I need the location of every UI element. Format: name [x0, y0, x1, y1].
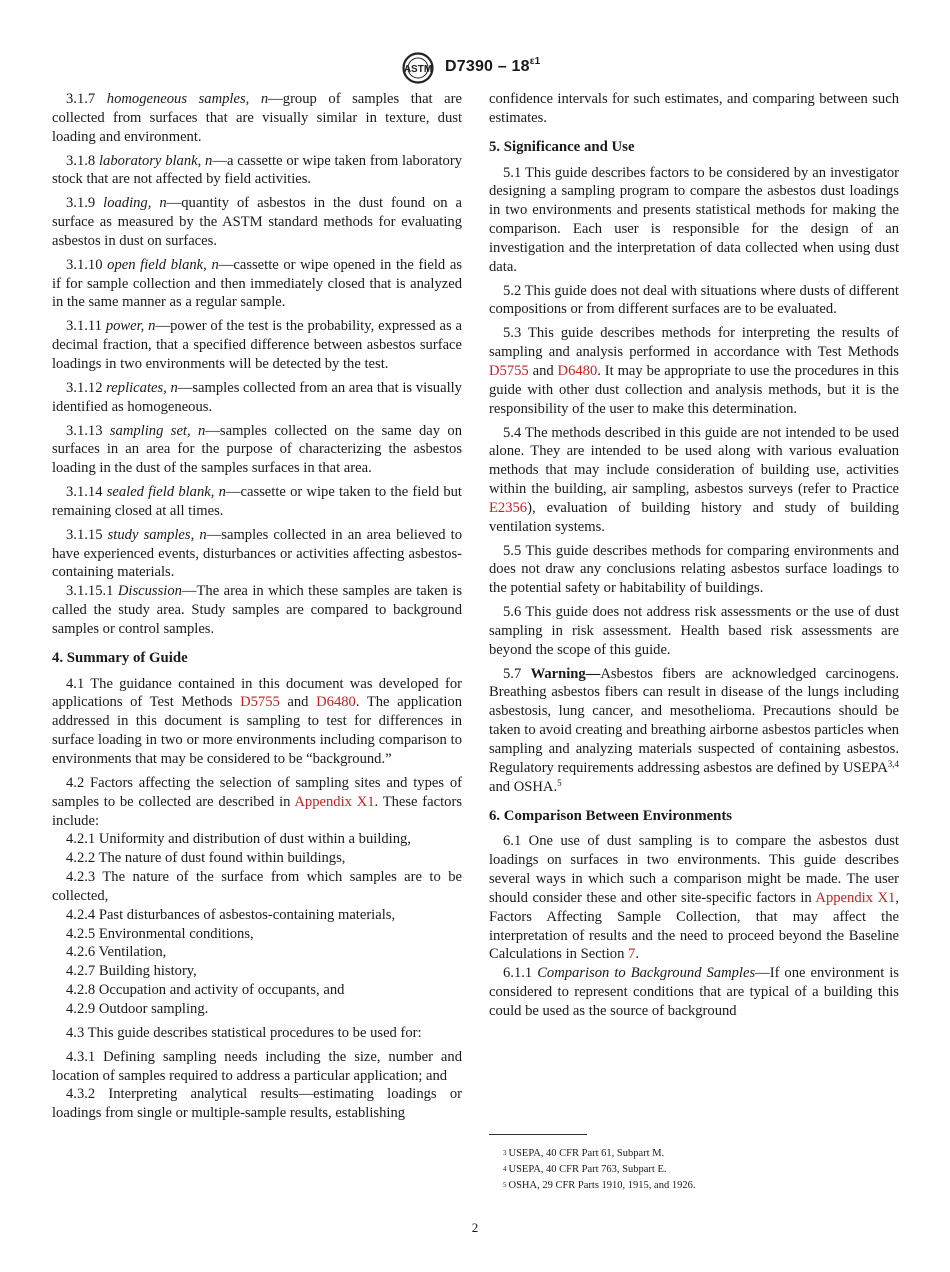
- logo-text: ASTM: [403, 64, 433, 75]
- definition-3-1-9: 3.1.9 loading, n—quantity of asbestos in the dust found on a surface as measured by the ASTM standard methods for evaluating asbestos in dust on surfaces.: [52, 195, 462, 249]
- definition-3-1-8: 3.1.8 laboratory blank, n—a cassette or wipe taken from laboratory stock that are not affected by field activities.: [52, 152, 462, 188]
- footnote-4: $^4$ USEPA, 40 CFR Part 763, Subpart E.: [503, 1164, 667, 1175]
- footnote-5: $^5$ OSHA, 29 CFR Parts 1910, 1915, and 1926.: [503, 1180, 696, 1191]
- list-item-4-2-8: 4.2.8 Occupation and activity of occupants, and: [66, 982, 345, 999]
- definition-3-1-7: 3.1.7 homogeneous samples, n—group of samples that are collected from surfaces that are visually similar in texture, dust loading and environment.: [52, 91, 463, 145]
- section-5-heading: 5. Significance and Use: [489, 138, 635, 155]
- list-item-4-2-2: 4.2.2 The nature of dust found within buildings,: [66, 850, 346, 867]
- footnote-divider: [489, 1134, 587, 1135]
- astm-logo: [399, 52, 437, 84]
- footnotes: [503, 1146, 903, 1194]
- definition-3-1-12: 3.1.12 replicates, n—samples collected from an area that is visually identified as homogeneous.: [52, 379, 462, 415]
- discussion-3-1-15-1: 3.1.15.1 Discussion—The area in which these samples are taken is called the study area. Study samples are compared to background samples or control samples.: [52, 583, 462, 637]
- list-item-4-2-4: 4.2.4 Past disturbances of asbestos-containing materials,: [66, 906, 396, 923]
- left-column: [52, 90, 462, 1128]
- link-appendix-x1[interactable]: Appendix X1: [815, 889, 896, 906]
- right-column: [489, 90, 899, 1026]
- link-d5755[interactable]: D5755: [489, 362, 529, 379]
- definition-3-1-10: 3.1.10 open field blank, n—cassette or wipe opened in the field as if for sample collection and then immediately closed that is analyzed in the same manner as a regular sample.: [52, 256, 463, 311]
- section-4-heading: 4. Summary of Guide: [52, 649, 188, 666]
- list-item-4-2-7: 4.2.7 Building history,: [66, 963, 197, 980]
- list-item-4-2-9: 4.2.9 Outdoor sampling.: [66, 1000, 209, 1017]
- footnote-ref-3-4: 3,4: [887, 758, 899, 769]
- link-e2356[interactable]: E2356: [489, 499, 528, 516]
- paragraph-4-1: 4.1 The guidance contained in this document was developed for applications of Test Methods D5755 and D6480. The application addressed in this document is sampling to test for differences in surface loading in two or more environments including comparison to environments that may be considered to be “background.”: [52, 675, 462, 767]
- paragraph-5-4: 5.4 The methods described in this guide are not intended to be used alone. They are intended to be used along with various evaluation methods that may include consideration of building use, activities within the building, air sampling, asbestos surveys (refer to Practice E2356), evaluation of building history and study of building ventilation systems.: [489, 424, 899, 535]
- footnote-3: $^3$ USEPA, 40 CFR Part 61, Subpart M.: [503, 1148, 665, 1159]
- link-appendix-x1[interactable]: Appendix X1: [294, 793, 375, 810]
- section-6-heading: 6. Comparison Between Environments: [489, 807, 733, 824]
- paragraph-4-2: 4.2 Factors affecting the selection of sampling sites and types of samples to be collected are described in Appendix X1. These factors include:: [52, 774, 462, 829]
- link-d6480[interactable]: D6480: [557, 362, 598, 379]
- page-number: 2: [471, 1220, 479, 1235]
- list-item-4-2-3: 4.2.3 The nature of the surface from which samples are to be collected,: [52, 869, 462, 904]
- definition-3-1-13: 3.1.13 sampling set, n—samples collected on the same day on surfaces in an area for the purpose of characterizing the asbestos loading in the dust of the samples surfaces in that area.: [52, 422, 462, 477]
- page-header: [0, 52, 950, 86]
- paragraph-5-1: 5.1 This guide describes factors to be considered by an investigator designing a sampling program to compare the asbestos dust loadings in two environments and presents statistical methods for making the comparison. Each user is responsible for the design of an investigation and the interpretation of data collected when using dust data.: [489, 164, 899, 275]
- link-d6480[interactable]: D6480: [316, 694, 356, 711]
- list-item-4-2-6: 4.2.6 Ventilation,: [66, 944, 167, 961]
- definition-3-1-15: 3.1.15 study samples, n—samples collected in an area believed to have experienced events, disturbances or activities affecting asbestos-containing materials.: [52, 526, 462, 581]
- list-item-4-2-1: 4.2.1 Uniformity and distribution of dust within a building,: [66, 831, 411, 848]
- paragraph-5-3: 5.3 This guide describes methods for interpreting the results of sampling and analysis performed in accordance with Test Methods D5755 and D6480. It may be appropriate to use the procedures in this guide with other dust collection and analysis methods, but it is the responsibility of the user to make this determination.: [489, 325, 899, 417]
- definition-3-1-11: 3.1.11 power, n—power of the test is the probability, expressed as a decimal fraction, that a specified difference between asbestos surface loadings in two environments will be detected by the test.: [52, 318, 462, 372]
- document-number: $D7390 - 18^{\varepsilon 1}$: [445, 56, 541, 75]
- paragraph-5-6: 5.6 This guide does not address risk assessments or the use of dust sampling in risk assessment. Health based risk assessments are beyond the scope of this guide.: [489, 604, 899, 658]
- paragraph-4-3-2: 4.3.2 Interpreting analytical results—estimating loadings or loadings from single or multiple-sample results, establishing: [52, 1086, 462, 1122]
- link-section-7[interactable]: 7: [628, 946, 636, 963]
- paragraph-4-3-1: 4.3.1 Defining sampling needs including the size, number and location of samples required to address a particular application; and: [52, 1048, 462, 1084]
- footnote-ref-5: 5: [557, 777, 562, 788]
- paragraph-5-2: 5.2 This guide does not deal with situations where dusts of different compositions or from different surfaces are to be evaluated.: [489, 282, 899, 318]
- paragraph-5-5: 5.5 This guide describes methods for comparing environments and does not draw any conclusions relating asbestos surface loadings to the potential safety or habitability of buildings.: [489, 542, 899, 597]
- continuation-text: confidence intervals for such estimates, and comparing between such estimates.: [489, 91, 899, 126]
- paragraph-6-1-1: 6.1.1 Comparison to Background Samples—If one environment is considered to represent conditions that are typical of a building this could be used as the source of background: [489, 965, 899, 1019]
- paragraph-4-3: 4.3 This guide describes statistical procedures to be used for:: [66, 1024, 422, 1041]
- definition-3-1-14: 3.1.14 sealed field blank, n—cassette or wipe taken to the field but remaining closed at all times.: [52, 484, 462, 519]
- paragraph-5-7: 5.7 Warning—Asbestos fibers are acknowledged carcinogens. Breathing asbestos fibers can result in disease of the lungs including asbestosis, lung cancer, and mesothelioma. Precautions should be taken to avoid creating and breathing airborne asbestos particles when sampling and analyzing materials suspected of containing asbestos. Regulatory requirements addressing asbestos are defined by USEPA$^{3,4}$ and OSHA.$^5$: [489, 665, 900, 795]
- paragraph-6-1: 6.1 One use of dust sampling is to compare the asbestos dust loadings on surfaces in two environments. This guide describes several ways in which such a comparison might be made. The user should consider these and other site-specific factors in Appendix X1, Factors Affecting Sample Collection, that may affect the interpretation of results and the need to proceed beyond the Baseline Calculations in Section 7.: [489, 833, 899, 963]
- list-item-4-2-5: 4.2.5 Environmental conditions,: [66, 925, 254, 942]
- link-d5755[interactable]: D5755: [240, 694, 280, 711]
